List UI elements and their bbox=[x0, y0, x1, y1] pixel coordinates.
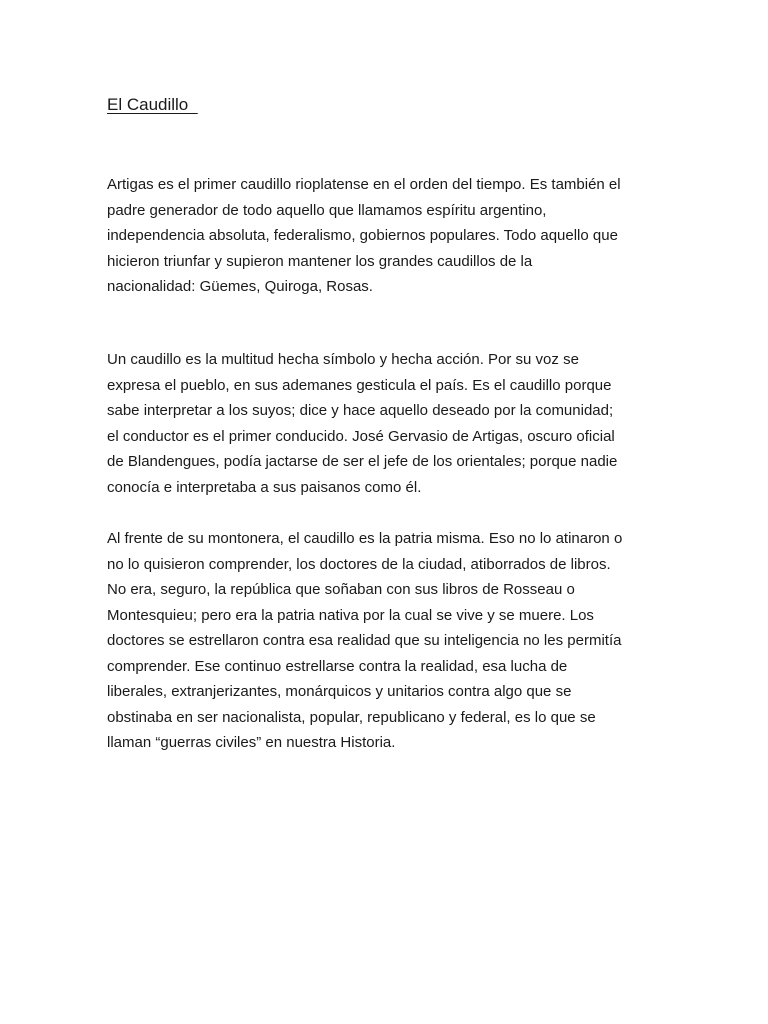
paragraph-line: liberales, extranjerizantes, monárquicos y unitarios contra algo que se bbox=[107, 683, 572, 700]
paragraph-line: comprender. Ese continuo estrellarse contra la realidad, esa lucha de bbox=[107, 657, 568, 675]
paragraph-line: Un caudillo es la multitud hecha símbolo y hecha acción. Por su voz se bbox=[107, 351, 579, 368]
paragraph-line: sabe interpretar a los suyos; dice y hace aquello deseado por la comunidad; bbox=[107, 402, 614, 419]
paragraph-line: Artigas es el primer caudillo rioplatense en el orden del tiempo. Es también el bbox=[107, 176, 621, 193]
document-title: El Caudillo bbox=[107, 95, 198, 114]
paragraph-line: de Blandengues, podía jactarse de ser el jefe de los orientales; porque nadie bbox=[107, 453, 618, 470]
paragraph-line: Al frente de su montonera, el caudillo es la patria misma. Eso no lo atinaron o bbox=[107, 530, 623, 547]
paragraph-2 bbox=[107, 347, 667, 500]
paragraph-line: expresa el pueblo, en sus ademanes gesticula el país. Es el caudillo porque bbox=[107, 376, 612, 394]
paragraph-line: llaman “guerras civiles” en nuestra Historia. bbox=[107, 734, 396, 751]
paragraph-line: hicieron triunfar y supieron mantener los grandes caudillos de la bbox=[107, 252, 533, 270]
paragraph-line: nacionalidad: Güemes, Quiroga, Rosas. bbox=[107, 278, 373, 295]
paragraph-line: No era, seguro, la república que soñaban con sus libros de Rosseau o bbox=[107, 581, 575, 598]
paragraph-line: no lo quisieron comprender, los doctores de la ciudad, atiborrados de libros. bbox=[107, 555, 611, 573]
paragraph-line: doctores se estrellaron contra esa realidad que su inteligencia no les permitía bbox=[107, 632, 622, 649]
paragraph-line: conocía e interpretaba a sus paisanos como él. bbox=[107, 478, 422, 496]
paragraph-1 bbox=[107, 172, 667, 300]
paragraph-line: Montesquieu; pero era la patria nativa por la cual se vive y se muere. Los bbox=[107, 606, 594, 624]
paragraph-line: padre generador de todo aquello que llamamos espíritu argentino, bbox=[107, 201, 547, 219]
paragraph-3 bbox=[107, 526, 667, 756]
paragraph-line: obstinaba en ser nacionalista, popular, republicano y federal, es lo que se bbox=[107, 708, 596, 726]
paragraph-line: el conductor es el primer conducido. José Gervasio de Artigas, oscuro oficial bbox=[107, 427, 615, 445]
paragraph-line: independencia absoluta, federalismo, gobiernos populares. Todo aquello que bbox=[107, 227, 618, 244]
